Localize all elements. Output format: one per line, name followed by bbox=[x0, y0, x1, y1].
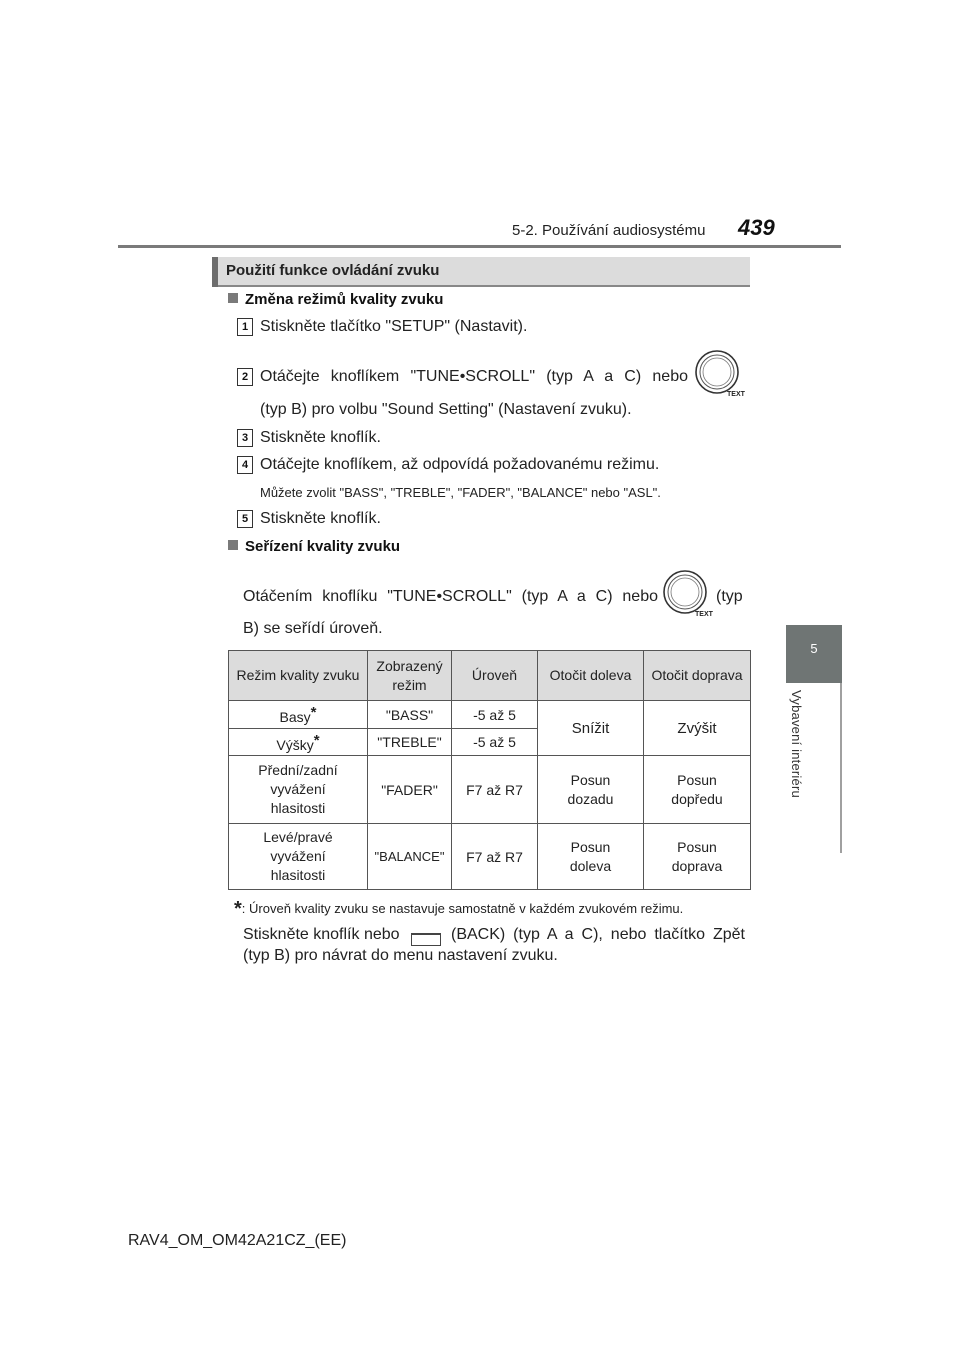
final-text: (typ B) pro návrat do menu nastavení zvuku. bbox=[243, 947, 558, 964]
footnote-mark: * bbox=[234, 898, 242, 920]
tune-knob-icon bbox=[692, 350, 748, 398]
display-cell: "BALANCE" bbox=[368, 824, 452, 890]
table-row bbox=[229, 824, 751, 890]
display-cell: "FADER" bbox=[368, 756, 452, 824]
level-cell: -5 až 5 bbox=[452, 729, 538, 756]
subheading-adjust bbox=[228, 538, 400, 555]
right-cell: Posun doprava bbox=[644, 824, 751, 890]
back-button-icon bbox=[411, 933, 441, 946]
step-number: 1 bbox=[237, 318, 253, 336]
page-number: 439 bbox=[738, 215, 775, 240]
step-text: Otáčejte knoflíkem, až odpovídá požadovanému režimu. bbox=[260, 456, 660, 473]
table-header: Zobrazený režim bbox=[368, 651, 452, 701]
asterisk-mark: * bbox=[310, 704, 317, 721]
tune-knob-icon bbox=[660, 570, 716, 618]
table-row bbox=[229, 756, 751, 824]
right-cell: Posun dopředu bbox=[644, 756, 751, 824]
running-header: 5-2. Používání audiosystému bbox=[512, 222, 706, 239]
merged-right-cell: Zvýšit bbox=[644, 701, 751, 756]
square-bullet-icon bbox=[228, 540, 238, 550]
display-cell: "BASS" bbox=[368, 701, 452, 729]
subheading-text: Změna režimů kvality zvuku bbox=[245, 291, 444, 308]
mode-text: Basy bbox=[279, 709, 311, 725]
adjust-text: B) se seřídí úroveň. bbox=[243, 620, 383, 637]
step-text: Stiskněte tlačítko "SETUP" (Nastavit). bbox=[260, 318, 528, 335]
step-number: 4 bbox=[237, 456, 253, 474]
step-number: 2 bbox=[237, 368, 253, 386]
table-header: Režim kvality zvuku bbox=[229, 651, 368, 701]
knob-label: TEXT bbox=[727, 391, 745, 398]
footer-code: RAV4_OM_OM42A21CZ_(EE) bbox=[128, 1232, 347, 1249]
table-header: Úroveň bbox=[452, 651, 538, 701]
step-number: 5 bbox=[237, 510, 253, 528]
level-cell: F7 až R7 bbox=[452, 824, 538, 890]
mode-cell bbox=[229, 701, 368, 729]
mode-cell: Levé/pravé vyvážení hlasitosti bbox=[229, 824, 368, 890]
step-text: Stiskněte knoflík. bbox=[260, 510, 381, 527]
chapter-rule bbox=[840, 683, 842, 853]
display-cell: "TREBLE" bbox=[368, 729, 452, 756]
footnote-text: : Úroveň kvality zvuku se nastavuje samostatně v každém zvukovém režimu. bbox=[241, 901, 684, 916]
step-note: Můžete zvolit "BASS", "TREBLE", "FADER", "BALANCE" nebo "ASL". bbox=[260, 485, 661, 500]
chapter-number: 5 bbox=[810, 641, 818, 656]
level-cell: F7 až R7 bbox=[452, 756, 538, 824]
square-bullet-icon bbox=[228, 293, 238, 303]
section-title: Použití funkce ovládání zvuku bbox=[226, 262, 440, 279]
step-text: Otáčejte knoflíkem "TUNE•SCROLL" (typ A a C) nebo bbox=[260, 368, 688, 385]
mode-cell: Přední/zadní vyvážení hlasitosti bbox=[229, 756, 368, 824]
step-text: (typ B) pro volbu "Sound Setting" (Nastavení zvuku). bbox=[260, 401, 632, 418]
final-text: Stiskněte knoflík nebo bbox=[243, 926, 400, 943]
header-rule bbox=[118, 245, 841, 248]
mode-cell bbox=[229, 729, 368, 756]
adjust-text-end: (typ bbox=[716, 588, 743, 605]
chapter-title: Vybavení interiéru bbox=[789, 690, 804, 798]
step-text: Stiskněte knoflík. bbox=[260, 429, 381, 446]
level-cell: -5 až 5 bbox=[452, 701, 538, 729]
table-header-row bbox=[229, 651, 751, 701]
step-number: 3 bbox=[237, 429, 253, 447]
subheading-change-mode bbox=[228, 291, 443, 308]
asterisk-mark: * bbox=[313, 731, 320, 749]
adjust-text: Otáčením knoflíku "TUNE•SCROLL" (typ A a C) nebo bbox=[243, 588, 658, 605]
mode-text: Výšky bbox=[276, 736, 314, 753]
final-text: (BACK) (typ A a C), nebo tlačítko Zpět bbox=[451, 926, 745, 943]
sound-quality-table bbox=[228, 650, 751, 890]
table-header: Otočit doleva bbox=[538, 651, 644, 701]
left-cell: Posun dozadu bbox=[538, 756, 644, 824]
section-accent bbox=[212, 257, 218, 287]
merged-left-cell: Snížit bbox=[538, 701, 644, 756]
left-cell: Posun doleva bbox=[538, 824, 644, 890]
subheading-text: Seřízení kvality zvuku bbox=[245, 538, 401, 555]
table-row bbox=[229, 701, 751, 729]
table-footnote bbox=[234, 898, 683, 921]
table-header: Otočit doprava bbox=[644, 651, 751, 701]
knob-label: TEXT bbox=[695, 611, 713, 618]
